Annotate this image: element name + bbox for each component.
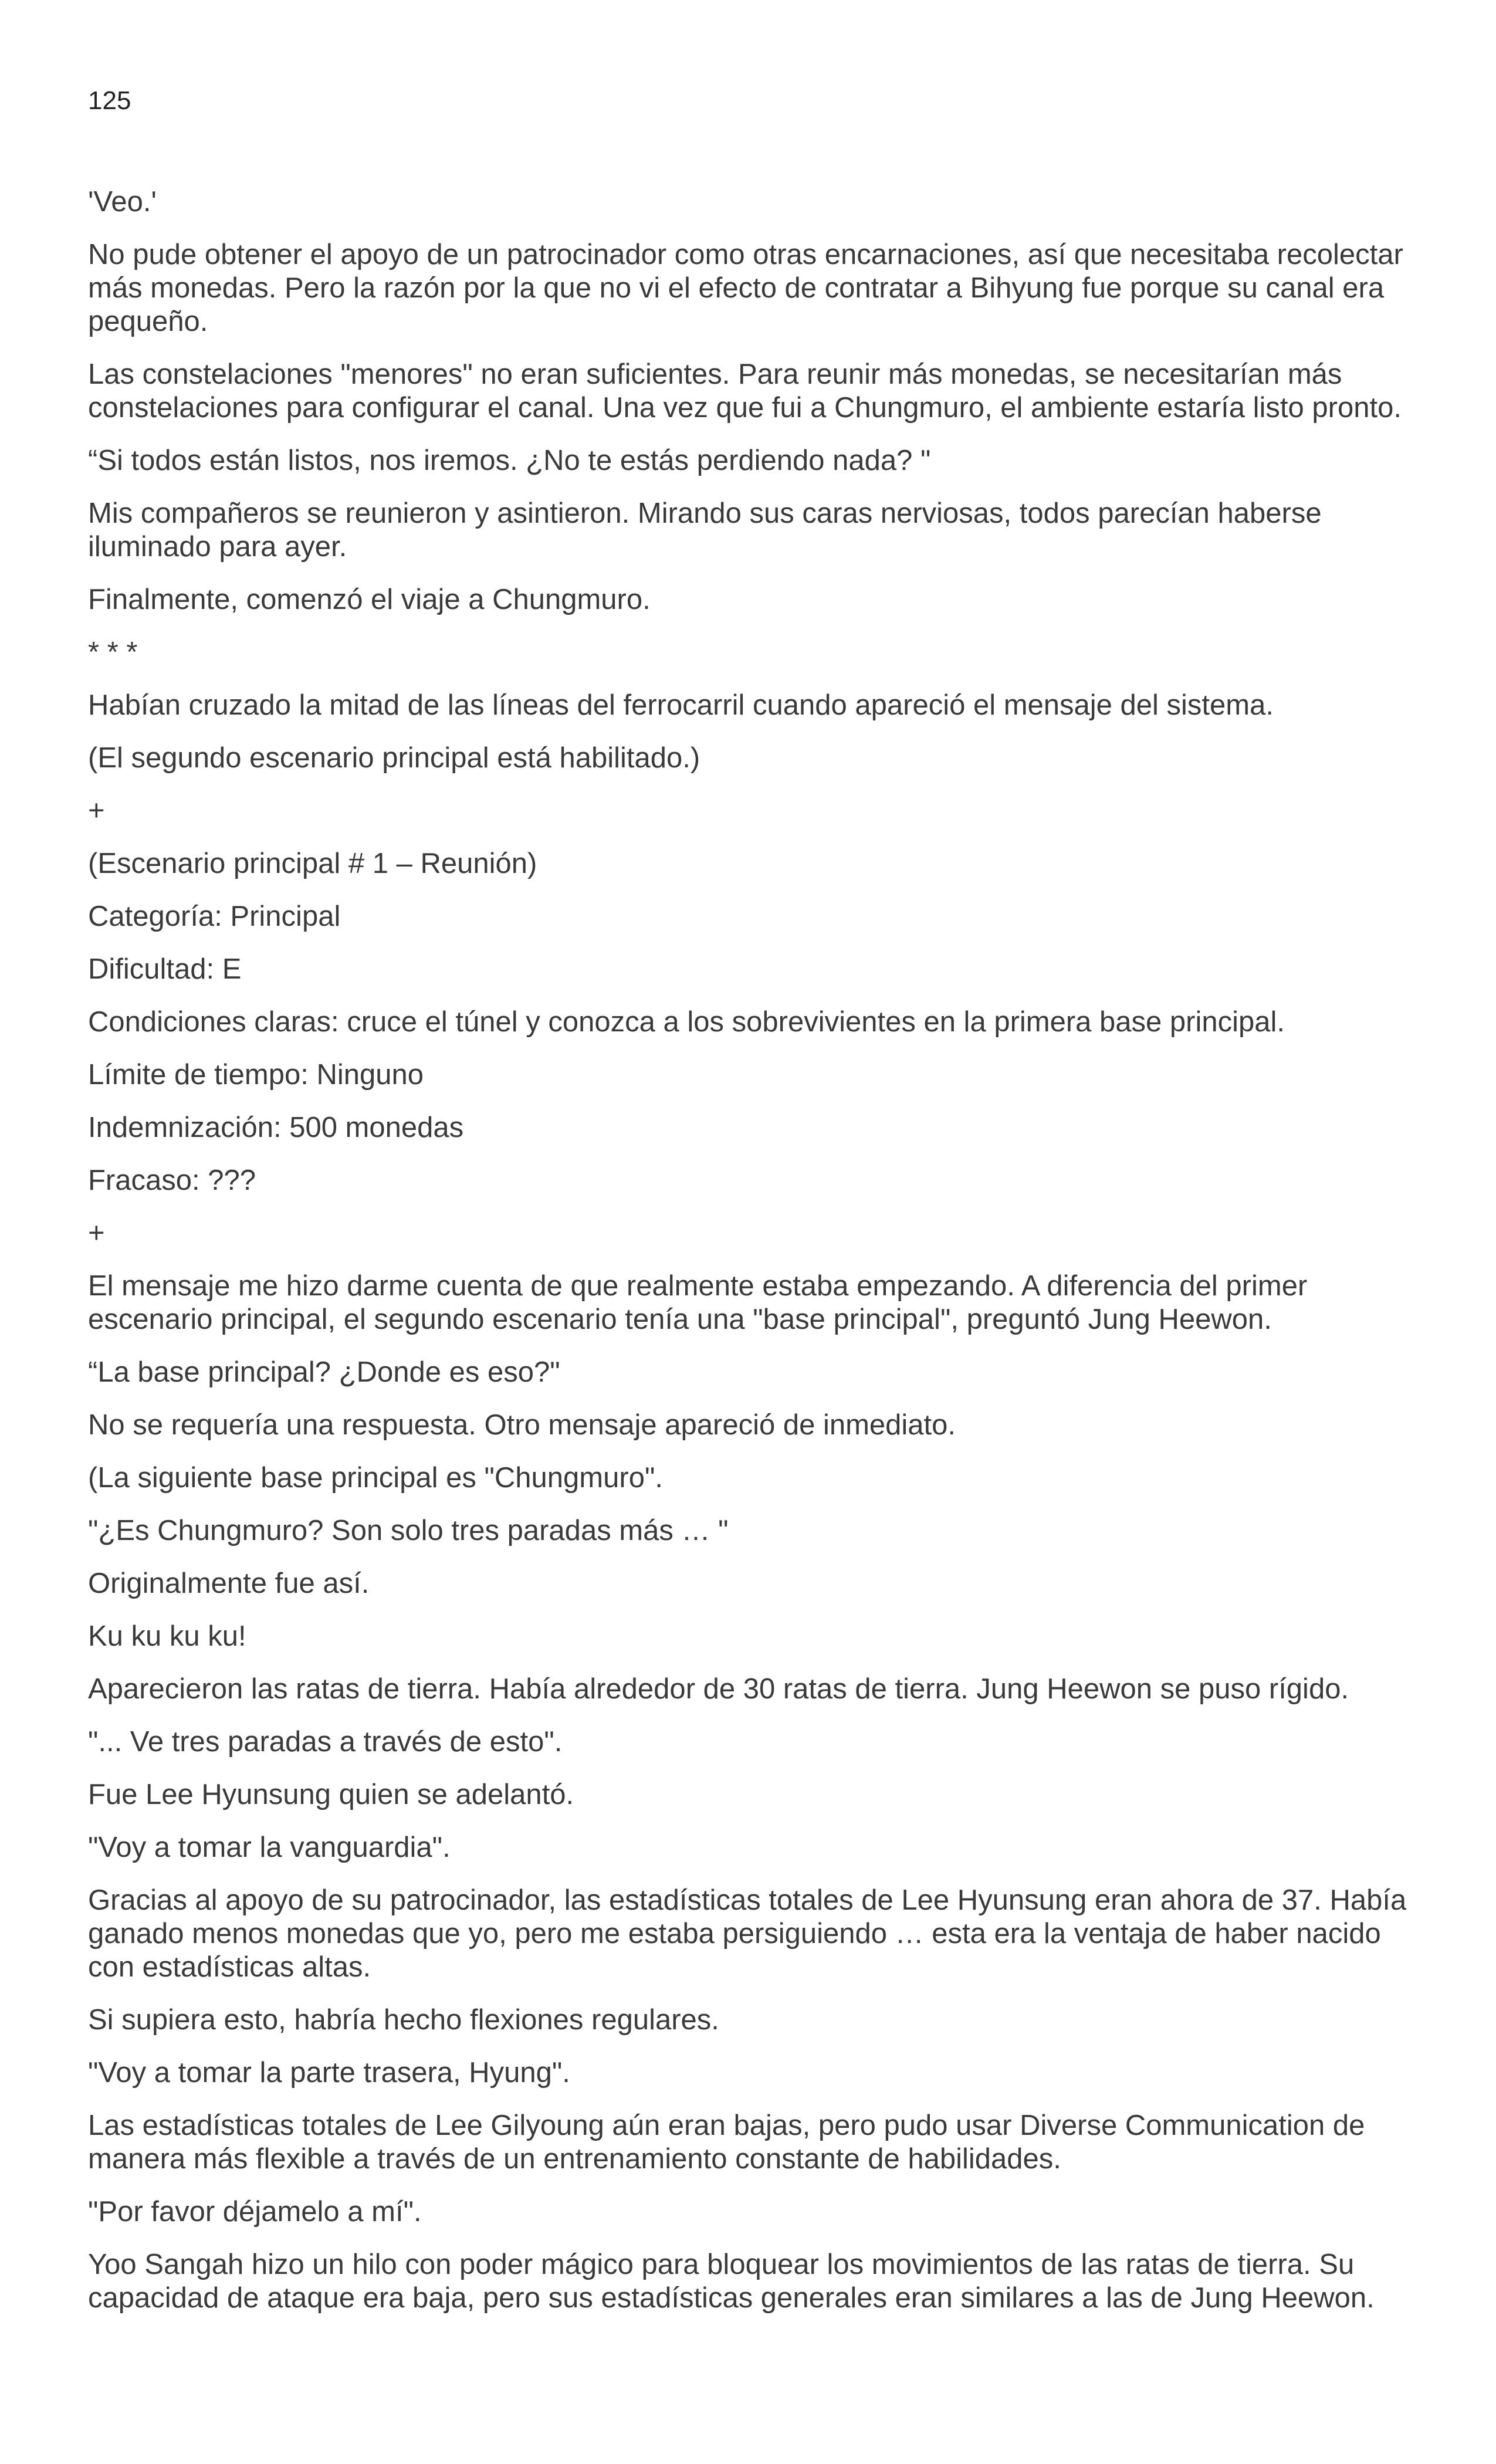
scenario-conditions: Condiciones claras: cruce el túnel y conozca a los sobrevivientes en la primera base principal. — [88, 1006, 1285, 1038]
paragraph: "¿Es Chungmuro? Son solo tres paradas más … " — [88, 1515, 729, 1546]
message-divider: + — [88, 795, 105, 827]
paragraph: 'Veo.' — [88, 186, 157, 218]
paragraph: Gracias al apoyo de su patrocinador, las estadísticas totales de Lee Hyunsung eran ahora de 37. Había ganado menos monedas que yo, pero me estaba persiguiendo … esta era la ventaja de haber nacido con estadísticas altas. — [88, 1884, 1407, 1983]
paragraph: Fue Lee Hyunsung quien se adelantó. — [88, 1779, 574, 1810]
paragraph: Aparecieron las ratas de tierra. Había alrededor de 30 ratas de tierra. Jung Heewon se puso rígido. — [88, 1673, 1349, 1705]
paragraph: Habían cruzado la mitad de las líneas del ferrocarril cuando apareció el mensaje del sistema. — [88, 689, 1274, 721]
system-message: (El segundo escenario principal está habilitado.) — [88, 742, 700, 774]
paragraph: Las constelaciones "menores" no eran suficientes. Para reunir más monedas, se necesitarían más constelaciones para configurar el canal. Una vez que fui a Chungmuro, el ambiente estaría listo pronto. — [88, 358, 1402, 424]
paragraph: Finalmente, comenzó el viaje a Chungmuro. — [88, 584, 651, 615]
page-body — [88, 185, 1420, 2334]
scenario-title: (Escenario principal # 1 – Reunión) — [88, 848, 537, 879]
scenario-failure: Fracaso: ??? — [88, 1165, 256, 1196]
scenario-reward: Indemnización: 500 monedas — [88, 1112, 464, 1143]
system-message: (La siguiente base principal es "Chungmuro". — [88, 1462, 663, 1494]
paragraph: “La base principal? ¿Donde es eso?" — [88, 1356, 560, 1388]
paragraph: El mensaje me hizo darme cuenta de que realmente estaba empezando. A diferencia del primer escenario principal, el segundo escenario tenía una "base principal", preguntó Jung Heewon. — [88, 1270, 1308, 1335]
scenario-time-limit: Límite de tiempo: Ninguno — [88, 1059, 424, 1091]
scenario-difficulty: Dificultad: E — [88, 953, 242, 985]
paragraph: Mis compañeros se reunieron y asintieron. Mirando sus caras nerviosas, todos parecían haberse iluminado para ayer. — [88, 497, 1322, 563]
paragraph: Ku ku ku ku! — [88, 1620, 246, 1652]
page-number: 125 — [88, 86, 131, 115]
paragraph: "Por favor déjamelo a mí". — [88, 2196, 422, 2228]
message-divider: + — [88, 1217, 105, 1249]
paragraph: “Si todos están listos, nos iremos. ¿No te estás perdiendo nada? " — [88, 445, 931, 476]
paragraph: "Voy a tomar la parte trasera, Hyung". — [88, 2057, 570, 2089]
paragraph: Originalmente fue así. — [88, 1568, 370, 1599]
paragraph: Las estadísticas totales de Lee Gilyoung aún eran bajas, pero pudo usar Diverse Communication de manera más flexible a través de un entrenamiento constante de habilidades. — [88, 2110, 1365, 2175]
paragraph: Si supiera esto, habría hecho flexiones regulares. — [88, 2004, 719, 2036]
paragraph: "Voy a tomar la vanguardia". — [88, 1832, 451, 1863]
paragraph: No se requería una respuesta. Otro mensaje apareció de inmediato. — [88, 1409, 956, 1441]
scene-break: * * * — [88, 637, 138, 668]
paragraph: No pude obtener el apoyo de un patrocinador como otras encarnaciones, así que necesitaba recolectar más monedas. Pero la razón por la que no vi el efecto de contratar a Bihyung fue porque su canal era pequeño. — [88, 239, 1403, 337]
scenario-category: Categoría: Principal — [88, 901, 341, 932]
paragraph: "... Ve tres paradas a través de esto". — [88, 1726, 563, 1758]
paragraph: Yoo Sangah hizo un hilo con poder mágico para bloquear los movimientos de las ratas de tierra. Su capacidad de ataque era baja, pero sus estadísticas generales eran similares a las de Jung Heewon. — [88, 2249, 1375, 2314]
